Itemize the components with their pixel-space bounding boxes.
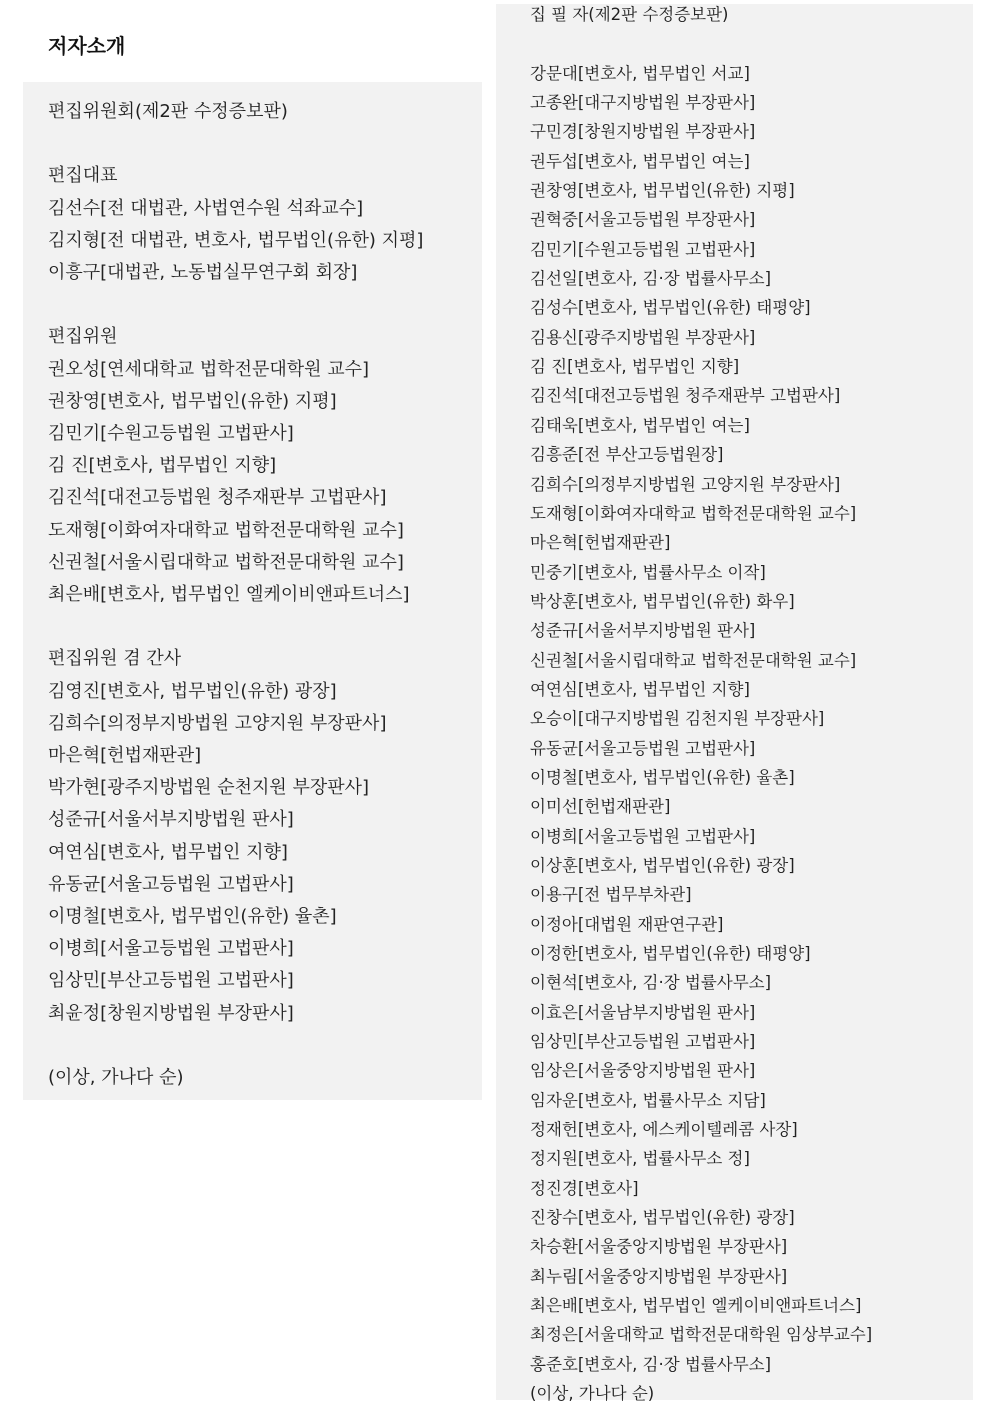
author-entry: 김진석[대전고등법원 청주재판부 고법판사] (530, 386, 841, 406)
committee-member: 임상민[부산고등법원 고법판사] (48, 970, 294, 992)
author-entry: 이명철[변호사, 법무법인(유한) 율촌] (530, 767, 795, 787)
author-entry: 차승환[서울중앙지방법원 부장판사] (530, 1237, 788, 1257)
author-entry: 최정은[서울대학교 법학전문대학원 임상부교수] (530, 1325, 873, 1345)
ordering-note: (이상, 가나다 순) (530, 1384, 655, 1404)
committee-member: 유동균[서울고등법원 고법판사] (48, 873, 294, 895)
author-entry: 이정아[대법원 재판연구관] (530, 914, 724, 934)
author-entry: 오승이[대구지방법원 김천지원 부장판사] (530, 709, 825, 729)
author-entry: 여연심[변호사, 법무법인 지향] (530, 679, 750, 699)
author-entry: 이병희[서울고등법원 고법판사] (530, 826, 756, 846)
author-entry: 정재헌[변호사, 에스케이텔레콤 사장] (530, 1120, 798, 1140)
author-entry: 정진경[변호사] (530, 1178, 639, 1198)
section-heading-editor-in-chief: 편집대표 (48, 165, 118, 187)
author-entry: 고종완[대구지방법원 부장판사] (530, 93, 756, 113)
committee-member: 김희수[의정부지방법원 고양지원 부장판사] (48, 712, 387, 734)
author-entry: 정지원[변호사, 법률사무소 정] (530, 1149, 750, 1169)
author-entry: 홍준호[변호사, 김·장 법률사무소] (530, 1354, 772, 1374)
author-entry: 성준규[서울서부지방법원 판사] (530, 621, 756, 641)
author-entry: 진창수[변호사, 법무법인(유한) 광장] (530, 1208, 795, 1228)
author-entry: 김성수[변호사, 법무법인(유한) 태평양] (530, 298, 811, 318)
author-entry: 김민기[수원고등법원 고법판사] (530, 239, 756, 259)
spacer (48, 1030, 423, 1062)
page-title: 저자소개 (48, 34, 126, 58)
committee-member: 여연심[변호사, 법무법인 지향] (48, 841, 288, 863)
author-entry: 김태욱[변호사, 법무법인 여는] (530, 415, 750, 435)
committee-member: 김진석[대전고등법원 청주재판부 고법판사] (48, 487, 387, 509)
author-entry: 신권철[서울시립대학교 법학전문대학원 교수] (530, 650, 857, 670)
editorial-committee-list (48, 96, 423, 1094)
author-entry: 임자운[변호사, 법률사무소 지담] (530, 1090, 766, 1110)
ordering-note: (이상, 가나다 순) (48, 1067, 184, 1089)
committee-member: 마은혁[헌법재판관] (48, 745, 202, 767)
authors-list (530, 0, 872, 1409)
spacer (48, 289, 423, 321)
committee-member: 김선수[전 대법관, 사법연수원 석좌교수] (48, 197, 364, 219)
author-entry: 권창영[변호사, 법무법인(유한) 지평] (530, 181, 795, 201)
author-entry: 민중기[변호사, 법률사무소 이작] (530, 562, 766, 582)
committee-member: 김민기[수원고등법원 고법판사] (48, 423, 294, 444)
committee-member: 최은배[변호사, 법무법인 엘케이비앤파트너스] (48, 584, 410, 606)
author-entry: 이현석[변호사, 김·장 법률사무소] (530, 973, 772, 993)
committee-member: 도재형[이화여자대학교 법학전문대학원 교수] (48, 519, 404, 541)
committee-member: 신권철[서울시립대학교 법학전문대학원 교수] (48, 551, 404, 573)
author-entry: 권두섭[변호사, 법무법인 여는] (530, 151, 750, 171)
author-entry: 구민경[창원지방법원 부장판사] (530, 122, 756, 142)
author-entry: 도재형[이화여자대학교 법학전문대학원 교수] (530, 503, 857, 523)
author-entry: 김흥준[전 부산고등법원장] (530, 445, 724, 465)
author-entry: 마은혁[헌법재판관] (530, 533, 671, 553)
author-entry: 권혁중[서울고등법원 부장판사] (530, 210, 756, 230)
committee-member: 이명철[변호사, 법무법인(유한) 율촌] (48, 906, 337, 928)
spacer (48, 611, 423, 643)
author-entry: 김선일[변호사, 김·장 법률사무소] (530, 269, 772, 289)
section-heading-editors-secretaries: 편집위원 겸 간사 (48, 648, 182, 670)
section-heading-editors: 편집위원 (48, 326, 118, 348)
author-entry: 이용구[전 법무부차관] (530, 885, 692, 905)
author-entry: 이정한[변호사, 법무법인(유한) 태평양] (530, 944, 811, 963)
author-entry: 유동균[서울고등법원 고법판사] (530, 738, 756, 758)
author-entry: 이상훈[변호사, 법무법인(유한) 광장] (530, 855, 795, 875)
author-entry: 이미선[헌법재판관] (530, 797, 671, 817)
author-entry: 김희수[의정부지방법원 고양지원 부장판사] (530, 474, 841, 494)
committee-title: 편집위원회(제2판 수정증보판) (48, 101, 288, 122)
committee-member: 최윤정[창원지방법원 부장판사] (48, 1002, 294, 1024)
committee-member: 김지형[전 대법관, 변호사, 법무법인(유한) 지평] (48, 229, 424, 251)
author-entry: 임상민[부산고등법원 고법판사] (530, 1032, 756, 1052)
committee-member: 이흥구[대법관, 노동법실무연구회 회장] (48, 262, 358, 283)
author-entry: 최은배[변호사, 법무법인 엘케이비앤파트너스] (530, 1296, 862, 1316)
committee-member: 권창영[변호사, 법무법인(유한) 지평] (48, 390, 337, 412)
committee-member: 성준규[서울서부지방법원 판사] (48, 809, 294, 831)
author-entry: 박상훈[변호사, 법무법인(유한) 화우] (530, 591, 795, 611)
author-entry: 최누림[서울중앙지방법원 부장판사] (530, 1266, 788, 1286)
committee-member: 이병희[서울고등법원 고법판사] (48, 938, 294, 960)
author-entry: 임상은[서울중앙지방법원 판사] (530, 1061, 756, 1081)
authors-heading: 집 필 자(제2판 수정증보판) (530, 5, 729, 24)
author-entry: 김용신[광주지방법원 부장판사] (530, 327, 756, 347)
committee-member: 박가현[광주지방법원 순천지원 부장판사] (48, 777, 370, 799)
author-entry: 강문대[변호사, 법무법인 서교] (530, 63, 750, 83)
committee-member: 김영진[변호사, 법무법인(유한) 광장] (48, 680, 337, 702)
spacer (530, 29, 872, 58)
author-entry: 이효은[서울남부지방법원 판사] (530, 1002, 756, 1022)
author-entry: 김 진[변호사, 법무법인 지향] (530, 357, 740, 377)
committee-member: 권오성[연세대학교 법학전문대학원 교수] (48, 358, 370, 380)
committee-member: 김 진[변호사, 법무법인 지향] (48, 455, 277, 477)
spacer (48, 128, 423, 160)
